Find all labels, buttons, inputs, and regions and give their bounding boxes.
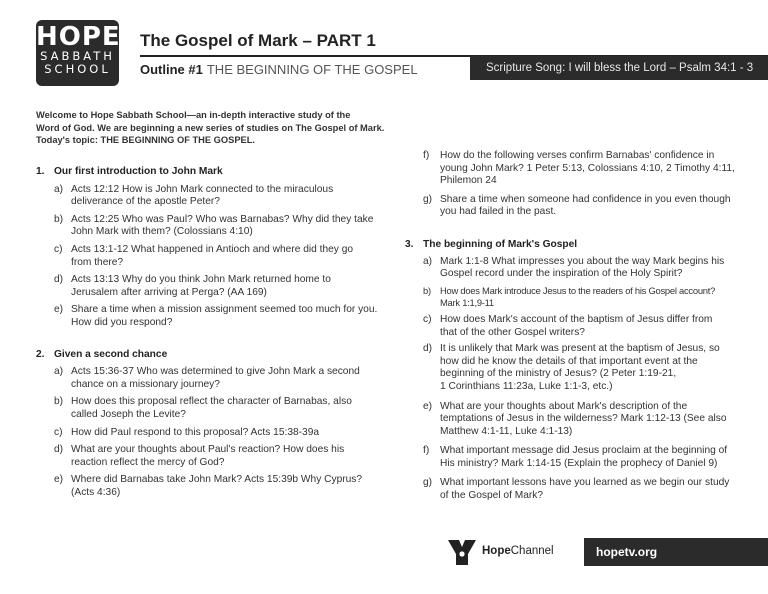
intro-line: Word of God. We are beginning a new series of studies on The Gospel of Mark. <box>36 122 385 133</box>
hope-sabbath-school-logo <box>36 20 119 86</box>
intro-line: Today's topic: THE BEGINNING OF THE GOSPEL. <box>36 135 255 145</box>
question-line: how did he know the details of that important event at the <box>440 355 698 367</box>
scripture-song-banner: Scripture Song: I will bless the Lord – Psalm 34:1 - 3 <box>470 56 768 80</box>
hope-channel-logo-icon <box>447 537 477 567</box>
question-letter: a) <box>54 366 64 378</box>
question-line: It is unlikely that Mark was present at the baptism of Jesus, so <box>440 343 720 355</box>
outline-heading <box>140 62 418 77</box>
question-letter: d) <box>54 274 64 286</box>
left-column <box>36 166 386 499</box>
brand-regular: Channel <box>510 545 554 557</box>
question-line: Mark 1:1,9-11 <box>440 297 494 309</box>
right-column <box>405 150 745 503</box>
brand-bold: Hope <box>482 545 511 557</box>
question-line: reaction reflect the mercy of God? <box>71 456 225 468</box>
hope-channel-wordmark <box>482 545 554 557</box>
section-number: 2. <box>36 348 45 360</box>
question-item <box>54 304 386 329</box>
question-item <box>423 256 745 281</box>
question-line: How did Paul respond to this proposal? Acts 15:38-39a <box>71 426 320 438</box>
question-line: Gospel record under the inspiration of the Holy Spirit? <box>440 268 683 280</box>
question-line: How does Mark's account of the baptism of Jesus differ from <box>440 313 713 325</box>
question-line: beginning of the ministry of Jesus? (2 Peter 1:19-21, <box>440 368 677 380</box>
question-line: of the Gospel of Mark? <box>440 490 544 502</box>
section-number: 3. <box>405 238 414 250</box>
question-letter: f) <box>423 150 430 161</box>
question-letter: c) <box>423 313 432 325</box>
question-line: What important lessons have you learned as we begin our study <box>440 477 730 489</box>
question-letter: e) <box>54 304 64 316</box>
intro-paragraph <box>36 109 386 147</box>
intro-line: Welcome to Hope Sabbath School—an in-depth interactive study of the <box>36 110 351 120</box>
question-line: that of the other Gospel writers? <box>440 326 585 338</box>
section-title: The beginning of Mark's Gospel <box>423 238 578 250</box>
logo-line-3: SCHOOL <box>44 62 111 76</box>
question-line: Acts 12:12 How is John Mark connected to the miraculous <box>71 183 334 195</box>
question-item <box>54 366 386 391</box>
question-letter: b) <box>54 213 64 225</box>
question-letter: g) <box>423 477 433 489</box>
question-item <box>423 285 745 310</box>
question-item <box>54 444 386 469</box>
question-line: Jerusalem after arriving at Perga? (AA 169) <box>71 286 267 298</box>
question-letter: b) <box>423 284 431 296</box>
question-line: Acts 15:36-37 Who was determined to give John Mark a second <box>71 366 360 378</box>
question-letter: a) <box>423 255 433 267</box>
question-letter: e) <box>423 400 433 412</box>
question-item <box>54 184 386 209</box>
question-letter: d) <box>54 444 64 456</box>
question-item <box>423 445 745 470</box>
question-line: chance on a missionary journey? <box>71 378 220 390</box>
section-1-heading <box>36 166 386 179</box>
question-item <box>54 427 386 440</box>
outline-label: Outline #1 <box>140 62 203 77</box>
question-letter: c) <box>54 426 63 438</box>
question-line: How did you respond? <box>71 316 173 328</box>
question-line: temptations of Jesus in the wilderness? Mark 1:12-13 (See also <box>440 413 727 425</box>
question-item <box>423 477 745 502</box>
question-line: What important message did Jesus proclaim at the beginning of <box>440 445 728 457</box>
question-line: (Acts 4:36) <box>71 486 121 498</box>
question-line: 1 Corinthians 11:23a, Luke 1:1-3, etc.) <box>440 380 613 392</box>
question-line: Share a time when a mission assignment seemed too much for you. <box>71 304 378 316</box>
question-line: you had failed in the past. <box>440 206 557 218</box>
question-line: Acts 12:25 Who was Paul? Who was Barnabas? Why did they take <box>71 213 374 225</box>
question-line: called Joseph the Levite? <box>71 408 186 420</box>
logo-line-1: HOPE <box>36 22 121 52</box>
question-line: How does Mark introduce Jesus to the readers of his Gospel account? <box>440 284 716 296</box>
question-line: What are your thoughts about Paul's reaction? How does his <box>71 444 345 456</box>
section-3-heading <box>405 239 745 252</box>
section-title: Given a second chance <box>54 348 168 360</box>
question-item <box>54 474 386 499</box>
question-line: Philemon 24 <box>440 175 497 187</box>
question-line: Matthew 4:1-11, Luke 4:1-13) <box>440 425 573 437</box>
question-item <box>54 214 386 239</box>
question-item <box>423 343 745 393</box>
outline-subtitle: THE BEGINNING OF THE GOSPEL <box>206 62 418 77</box>
question-letter: f) <box>423 445 430 457</box>
logo-line-2: SABBATH <box>40 49 115 63</box>
question-line: from there? <box>71 256 124 268</box>
question-item <box>423 401 745 439</box>
question-letter: a) <box>54 183 64 195</box>
question-line: Mark 1:1-8 What impresses you about the way Mark begins his <box>440 255 725 267</box>
question-line: Where did Barnabas take John Mark? Acts 15:39b Why Cyprus? <box>71 474 363 486</box>
question-line: deliverance of the apostle Peter? <box>71 196 220 208</box>
question-letter: b) <box>54 396 64 408</box>
question-item <box>423 150 745 188</box>
section-number: 1. <box>36 166 45 177</box>
question-letter: g) <box>423 193 433 205</box>
question-line: Acts 13:13 Why do you think John Mark returned home to <box>71 274 331 286</box>
section-2-heading <box>36 349 386 362</box>
question-letter: e) <box>54 474 64 486</box>
question-item <box>54 396 386 421</box>
question-line: His ministry? Mark 1:14-15 (Explain the prophecy of Daniel 9) <box>440 457 718 469</box>
question-line: How does this proposal reflect the character of Barnabas, also <box>71 396 352 408</box>
question-item <box>423 194 745 219</box>
question-letter: d) <box>423 343 433 355</box>
question-line: young John Mark? 1 Peter 5:13, Colossians 4:10, 2 Timothy 4:11, <box>440 162 735 174</box>
question-letter: c) <box>54 243 63 255</box>
question-line: John Mark with them? (Colossians 4:10) <box>71 226 253 238</box>
section-title: Our first introduction to John Mark <box>54 166 223 177</box>
website-link[interactable]: hopetv.org <box>584 538 768 566</box>
question-line: Share a time when someone had confidence in you even though <box>440 193 731 205</box>
question-item <box>54 244 386 269</box>
question-line: Acts 13:1-12 What happened in Antioch and where did they go <box>71 243 354 255</box>
question-item <box>54 274 386 299</box>
question-line: How do the following verses confirm Barnabas' confidence in <box>440 150 715 161</box>
question-line: What are your thoughts about Mark's description of the <box>440 400 688 412</box>
page-title: The Gospel of Mark – PART 1 <box>140 31 376 50</box>
question-item <box>423 314 745 339</box>
